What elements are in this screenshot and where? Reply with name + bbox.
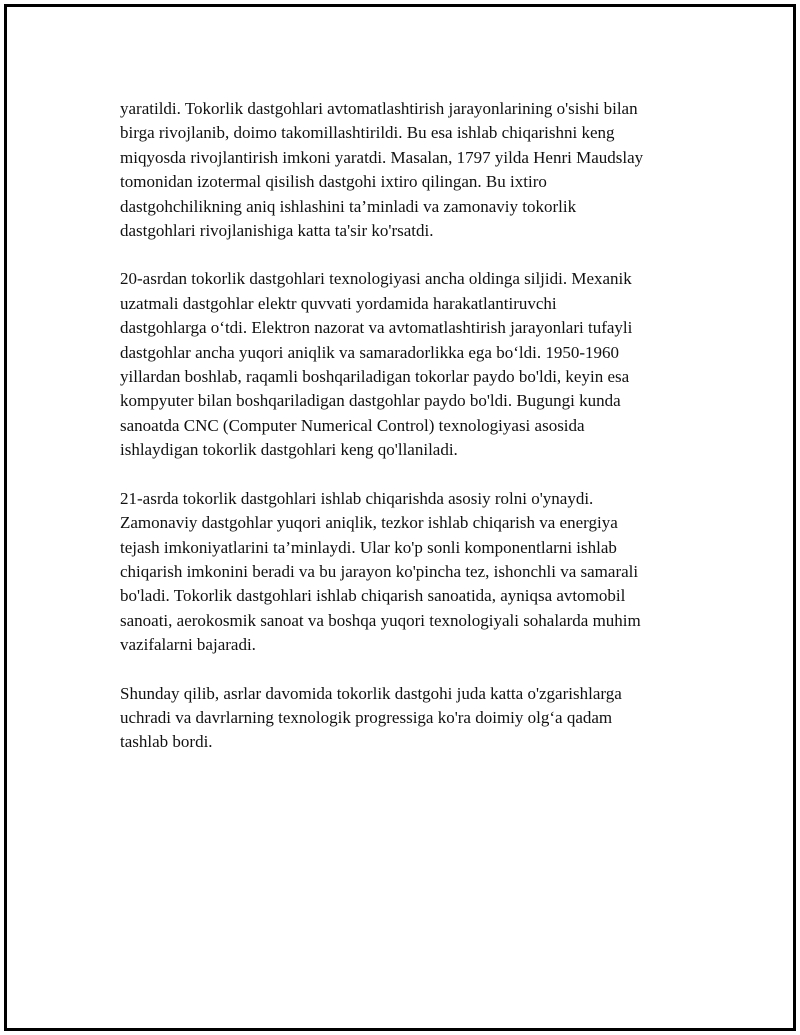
document-body	[120, 97, 680, 779]
paragraph-3: 21-asrda tokorlik dastgohlari ishlab chiqarishda asosiy rolni o'ynaydi. Zamonaviy dastgohlar yuqori aniqlik, tezkor ishlab chiqarish va energiya tejash imkoniyatlarini ta’minlaydi. Ular ko'p sonli komponentlarni ishlab chiqarish imkonini beradi va bu jarayon ko'pincha tez, ishonchli va samarali bo'ladi. Tokorlik dastgohlari ishlab chiqarish sanoatida, ayniqsa avtomobil sanoati, aerokosmik sanoat va boshqa yuqori texnologiyali sohalarda muhim vazifalarni bajaradi.	[120, 488, 641, 655]
paragraph-4: Shunday qilib, asrlar davomida tokorlik dastgohi juda katta o'zgarishlarga uchradi va davrlarning texnologik progressiga ko'ra doimiy olg‘a qadam tashlab bordi.	[120, 683, 622, 752]
document-page	[4, 4, 796, 1031]
paragraph-2: 20-asrdan tokorlik dastgohlari texnologiyasi ancha oldinga siljidi. Mexanik uzatmali dastgohlar elektr quvvati yordamida harakatlantiruvchi dastgohlarga o‘tdi. Elektron nazorat va avtomatlashtirish jarayonlari tufayli dastgohlar ancha yuqori aniqlik va samaradorlikka ega bo‘ldi. 1950-1960 yillardan boshlab, raqamli boshqariladigan tokorlar paydo bo'ldi, keyin esa kompyuter bilan boshqariladigan dastgohlar paydo bo'ldi. Bugungi kunda sanoatda CNC (Computer Numerical Control) texnologiyasi asosida ishlaydigan tokorlik dastgohlari keng qo'llaniladi.	[120, 269, 633, 460]
paragraph-1: yaratildi. Tokorlik dastgohlari avtomatlashtirish jarayonlarining o'sishi bilan birga rivojlanib, doimo takomillashtirildi. Bu esa ishlab chiqarishni keng miqyosda rivojlantirish imkoni yaratdi. Masalan, 1797 yilda Henri Maudslay tomonidan izotermal qisilish dastgohi ixtiro qilingan. Bu ixtiro dastgohchilikning aniq ishlashini ta’minladi va zamonaviy tokorlik dastgohlari rivojlanishiga katta ta'sir ko'rsatdi.	[120, 99, 644, 241]
